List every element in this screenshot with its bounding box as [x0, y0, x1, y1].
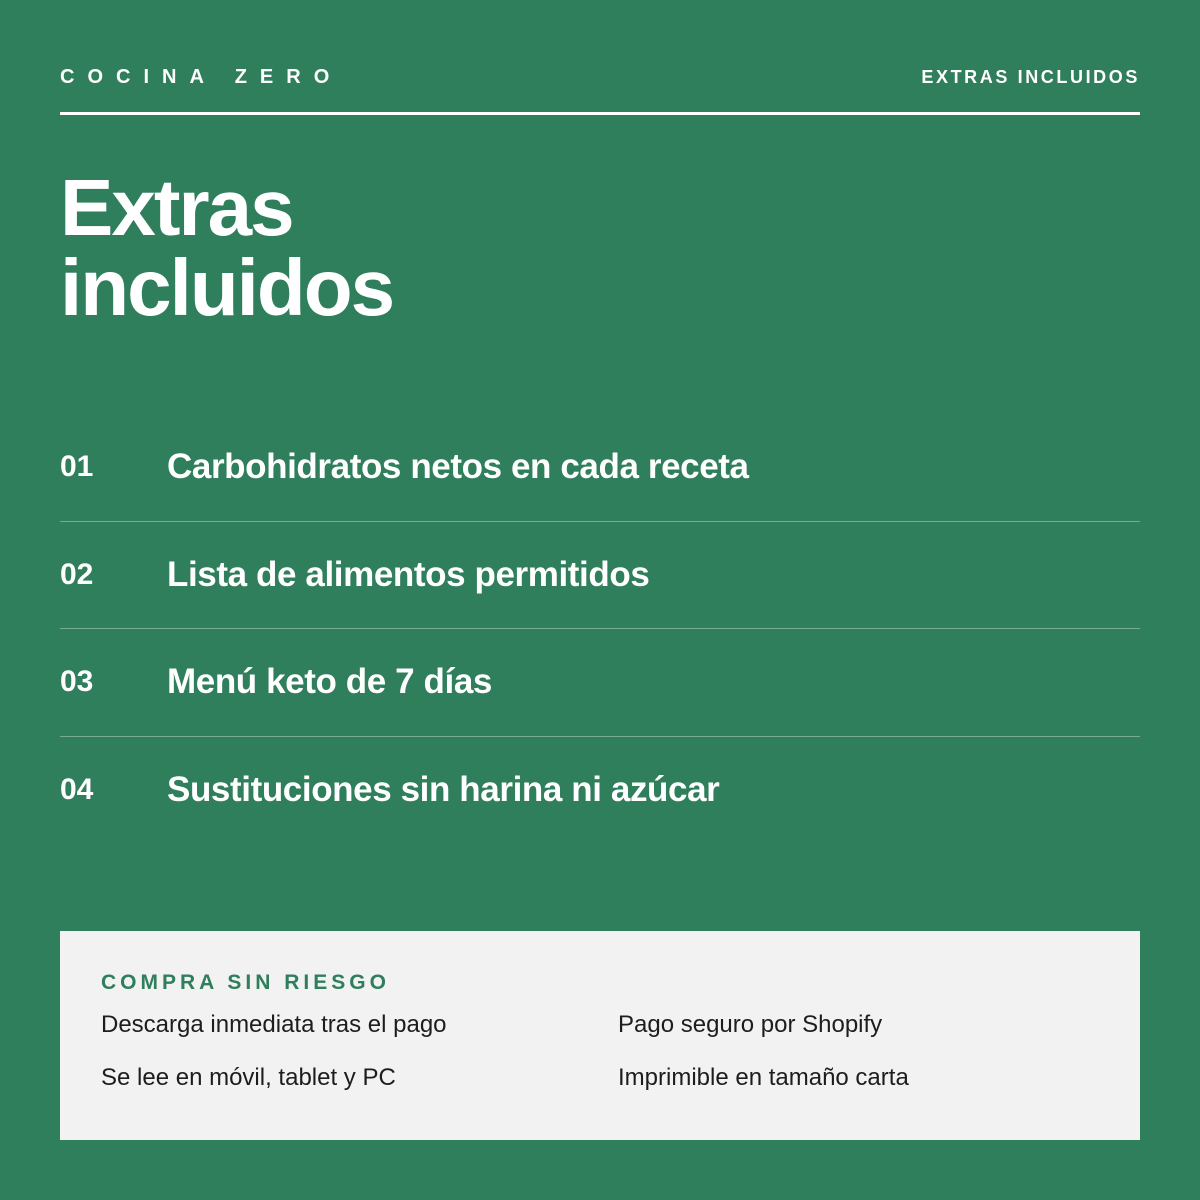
feature-secure-payment: Pago seguro por Shopify	[618, 1011, 883, 1038]
section-label: EXTRAS INCLUIDOS	[921, 66, 1140, 87]
page-title-line-1: Extras	[60, 163, 293, 252]
guarantee-panel	[60, 931, 1140, 1140]
list-item	[60, 414, 1140, 522]
item-number: 02	[60, 557, 94, 591]
brand-name: COCINA ZERO	[60, 65, 343, 88]
page-title	[60, 163, 960, 332]
feature-instant-download: Descarga inmediata tras el pago	[101, 1011, 447, 1038]
header-divider	[60, 112, 1140, 115]
item-number: 04	[60, 773, 94, 807]
feature-multi-device: Se lee en móvil, tablet y PC	[101, 1064, 396, 1091]
item-text: Lista de alimentos permitidos	[167, 554, 650, 594]
list-item	[60, 629, 1140, 737]
header	[60, 62, 1140, 92]
feature-printable: Imprimible en tamaño carta	[618, 1064, 909, 1091]
list-item	[60, 737, 1140, 845]
extras-list	[60, 414, 1140, 844]
item-number: 03	[60, 665, 94, 699]
item-text: Carbohidratos netos en cada receta	[167, 447, 749, 487]
feature-grid	[101, 1010, 1099, 1092]
page-title-line-2: incluidos	[60, 243, 394, 332]
panel-title: COMPRA SIN RIESGO	[101, 971, 390, 994]
list-item	[60, 522, 1140, 630]
item-text: Sustituciones sin harina ni azúcar	[167, 770, 720, 810]
item-number: 01	[60, 450, 94, 484]
item-text: Menú keto de 7 días	[167, 662, 492, 702]
